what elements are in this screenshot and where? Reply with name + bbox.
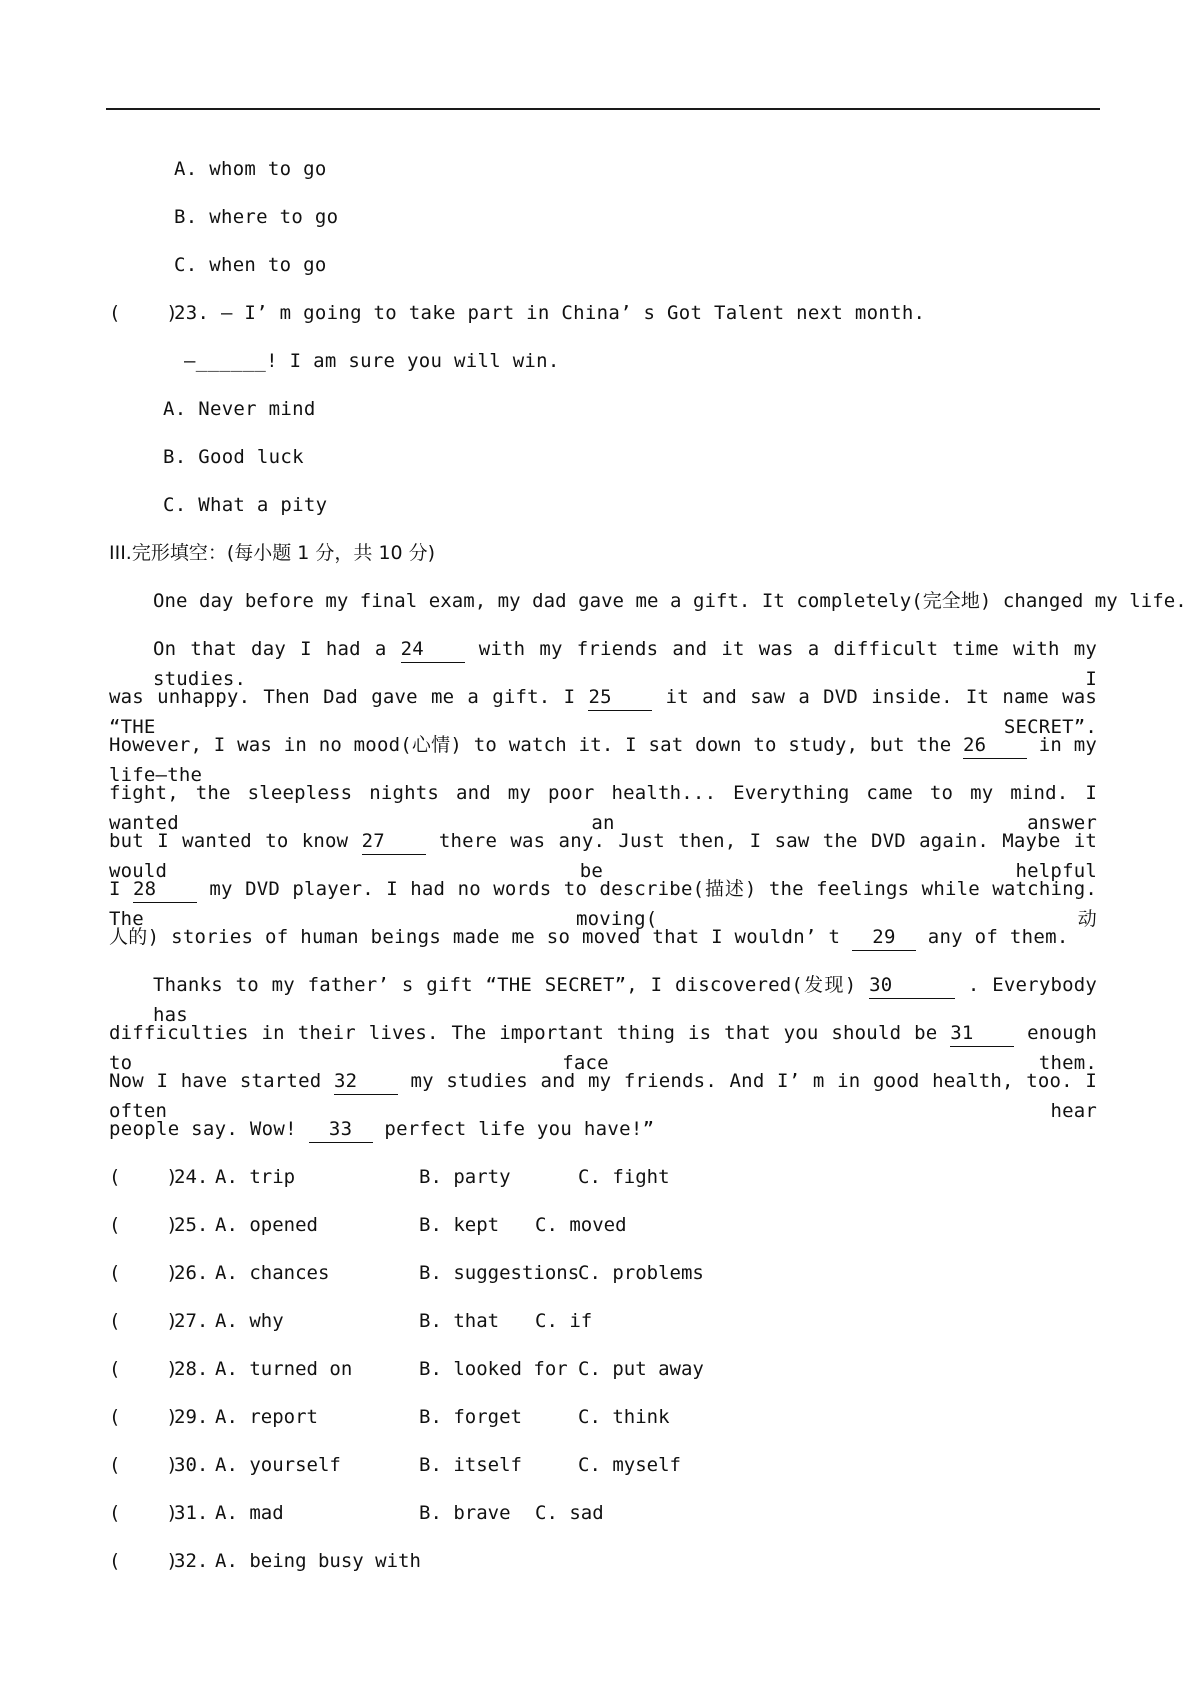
option-c: C. think [578, 1406, 670, 1428]
q22-option-b: B. where to go [174, 206, 339, 228]
answer-paren[interactable]: ( ) [109, 1310, 178, 1332]
blank-28[interactable]: 28 [133, 876, 197, 903]
question-number: 28. [174, 1358, 209, 1380]
blank-33[interactable]: 33 [309, 1116, 373, 1143]
question-number: 24. [174, 1166, 209, 1188]
blank-30[interactable]: 30 [869, 972, 955, 999]
blank-24[interactable]: 24 [401, 636, 465, 663]
passage-text: 人的) stories of human beings made me so moved that I wouldn’ t [109, 926, 841, 948]
answer-paren[interactable]: ( ) [109, 1406, 178, 1428]
question-number: 26. [174, 1262, 209, 1284]
option-c: C. problems [578, 1262, 704, 1284]
q23-option-a: A. Never mind [163, 398, 316, 420]
question-number: 31. [174, 1502, 209, 1524]
question-number: 29. [174, 1406, 209, 1428]
passage-text: perfect life you have!” [384, 1118, 655, 1140]
option-c: C. put away [578, 1358, 704, 1380]
passage-line-11 [109, 1066, 1098, 1122]
option-a: A. why [215, 1310, 284, 1332]
option-b: B. party [419, 1166, 511, 1188]
option-c: C. myself [578, 1454, 681, 1476]
passage-text: enough to face them. [109, 1022, 1098, 1074]
passage-line-2 [153, 634, 1098, 690]
passage-line-5 [109, 778, 1097, 834]
passage-text: people say. Wow! [109, 1118, 297, 1140]
q23-reply: —______! I am sure you will win. [184, 350, 560, 372]
passage-text: Thanks to my father’ s gift “THE SECRET”, I discovered(发现) [153, 974, 857, 996]
passage-line-9 [153, 970, 1098, 1026]
passage-text: Now I have started [109, 1070, 322, 1092]
passage-text: fight, the sleepless nights and my poor health... Everything came to my mind. I wanted an answer [109, 782, 1097, 834]
section-title: III.完形填空：(每小题 1 分，共 10 分) [109, 542, 436, 564]
answer-paren[interactable]: ( ) [109, 1550, 178, 1572]
passage-text: my studies and my friends. And I’ m in good health, too. I often hear [109, 1070, 1098, 1122]
option-c: C. if [535, 1310, 593, 1332]
option-b: B. suggestions [419, 1262, 580, 1284]
question-number: 27. [174, 1310, 209, 1332]
option-c: C. fight [578, 1166, 670, 1188]
option-c: C. sad [535, 1502, 604, 1524]
question-number: 25. [174, 1214, 209, 1236]
answer-paren[interactable]: ( ) [109, 1214, 178, 1236]
option-b: B. brave [419, 1502, 511, 1524]
q23-answer-paren[interactable]: ( ) [109, 302, 178, 324]
option-a: A. report [215, 1406, 318, 1428]
question-number: 32. [174, 1550, 209, 1572]
option-a: A. mad [215, 1502, 284, 1524]
option-a: A. opened [215, 1214, 318, 1236]
option-a: A. turned on [215, 1358, 353, 1380]
passage-line-3 [109, 682, 1098, 738]
passage-line-12 [109, 1114, 654, 1144]
answer-paren[interactable]: ( ) [109, 1166, 178, 1188]
q23-stem: 23. — I’ m going to take part in China’ s Got Talent next month. [174, 302, 926, 324]
passage-text: it and saw a DVD inside. It name was “THE SECRET”. [109, 686, 1098, 738]
answer-paren[interactable]: ( ) [109, 1358, 178, 1380]
answer-paren[interactable]: ( ) [109, 1454, 178, 1476]
passage-line-4 [109, 730, 1097, 786]
passage-line-10 [109, 1018, 1098, 1074]
answer-paren[interactable]: ( ) [109, 1502, 178, 1524]
passage-line-6 [109, 826, 1098, 882]
passage-line-1: One day before my final exam, my dad gave me a gift. It completely(完全地) changed my life. [153, 590, 1187, 612]
passage-text: any of them. [927, 926, 1069, 948]
header-rule [106, 108, 1100, 110]
passage-text: there was any. Just then, I saw the DVD again. Maybe it would be helpful [109, 830, 1098, 882]
passage-text: but I wanted to know [109, 830, 349, 852]
option-b: B. kept [419, 1214, 500, 1236]
blank-29[interactable]: 29 [852, 924, 916, 951]
q22-option-a: A. whom to go [174, 158, 327, 180]
passage-line-7 [109, 874, 1098, 930]
option-a: A. being busy with [215, 1550, 421, 1572]
q23-option-b: B. Good luck [163, 446, 304, 468]
blank-26[interactable]: 26 [963, 732, 1027, 759]
blank-27[interactable]: 27 [362, 828, 426, 855]
passage-line-8 [109, 922, 1069, 952]
passage-text: my DVD player. I had no words to describe(描述) the feelings while watching. The moving(动 [109, 878, 1098, 930]
option-b: B. looked for [419, 1358, 568, 1380]
question-number: 30. [174, 1454, 209, 1476]
passage-text: I [109, 878, 121, 900]
option-b: B. that [419, 1310, 500, 1332]
q22-option-c: C. when to go [174, 254, 327, 276]
passage-text: in my life—the [109, 734, 1097, 786]
option-a: A. yourself [215, 1454, 341, 1476]
option-a: A. chances [215, 1262, 330, 1284]
passage-text: was unhappy. Then Dad gave me a gift. I [109, 686, 576, 708]
blank-32[interactable]: 32 [334, 1068, 398, 1095]
passage-text: with my friends and it was a difficult time with my studies. I [153, 638, 1098, 690]
passage-text: On that day I had a [153, 638, 387, 660]
option-c: C. moved [535, 1214, 627, 1236]
answer-paren[interactable]: ( ) [109, 1262, 178, 1284]
blank-31[interactable]: 31 [950, 1020, 1014, 1047]
q23-option-c: C. What a pity [163, 494, 328, 516]
option-b: B. forget [419, 1406, 522, 1428]
option-b: B. itself [419, 1454, 522, 1476]
passage-text: However, I was in no mood(心情) to watch it. I sat down to study, but the [109, 734, 952, 756]
blank-25[interactable]: 25 [588, 684, 652, 711]
passage-text: . Everybody has [153, 974, 1098, 1026]
passage-text: difficulties in their lives. The important thing is that you should be [109, 1022, 938, 1044]
option-a: A. trip [215, 1166, 296, 1188]
